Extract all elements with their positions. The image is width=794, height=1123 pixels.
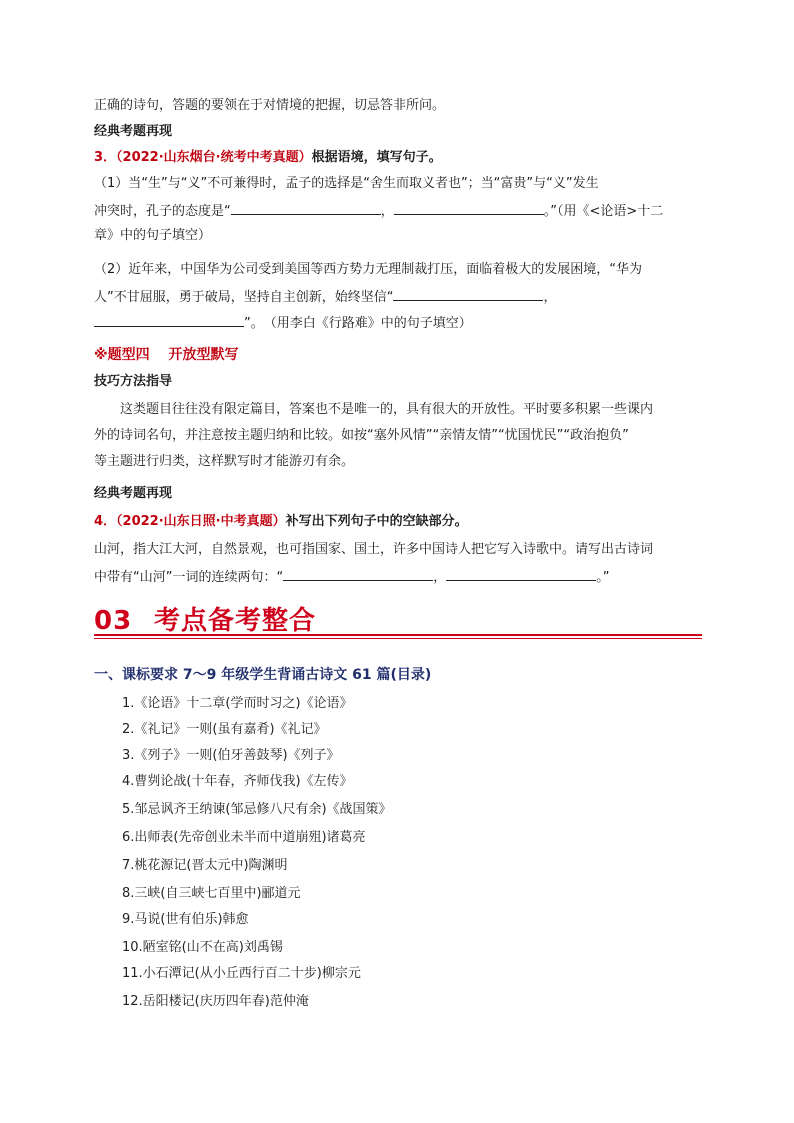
answer-blank[interactable] — [94, 312, 244, 327]
toc-item: 4.曹刿论战(十年春，齐师伐我)《左传》 — [122, 774, 353, 789]
question-prompt: 补写出下列句子中的空缺部分。 — [285, 514, 468, 529]
question-3-header — [94, 148, 442, 168]
toc-item: 2.《礼记》一则(虽有嘉肴)《礼记》 — [122, 722, 327, 737]
toc-item: 10.陋室铭(山不在高)刘禹锡 — [122, 940, 283, 955]
heading-classic-questions-2: 经典考题再现 — [94, 486, 173, 501]
question-number: 4． — [94, 514, 117, 529]
toc-item: 5.邹忌讽齐王纳谏(邹忌修八尺有余)《战国策》 — [122, 802, 392, 817]
toc-item: 12.岳阳楼记(庆历四年春)范仲淹 — [122, 994, 309, 1009]
heading-method-guidance: 技巧方法指导 — [94, 374, 173, 389]
question-3-part-2-line-3: ”。 （用李白《行路难》中的句子填空） — [94, 312, 472, 334]
section-title-text: 考点备考整合 — [154, 606, 317, 636]
section-title — [94, 600, 702, 636]
question-3-part-2-line-1: （2）近年来，中国华为公司受到美国等西方势力无理制裁打压，面临着极大的发展困境，“华为 — [94, 262, 643, 277]
question-source: （2022·山东日照·中考真题） — [116, 514, 286, 529]
method-paragraph-line-2: 外的诗词名句，并注意按主题归纳和比较。如按“塞外风情”“亲情友情”“忧国忧民”“政治抱负” — [94, 428, 629, 443]
toc-item: 11.小石潭记(从小丘西行百二十步)柳宗元 — [122, 966, 361, 981]
question-type-4-heading: ※题型四 开放型默写 — [94, 347, 239, 363]
method-paragraph-line-3: 等主题进行归类，这样默写时才能游刃有余。 — [94, 454, 355, 469]
question-4-line-1: 山河，指大江大河，自然景观，也可指国家、国土，许多中国诗人把它写入诗歌中。请写出古诗词 — [94, 542, 654, 557]
answer-blank[interactable] — [394, 200, 544, 215]
question-prompt: 根据语境，填写句子。 — [311, 150, 442, 165]
toc-item: 9.马说(世有伯乐)韩愈 — [122, 912, 249, 927]
method-paragraph-line-1: 这类题目往往没有限定篇目，答案也不是唯一的，具有很大的开放性。平时要多积累一些课内 — [120, 402, 654, 417]
answer-blank[interactable] — [231, 200, 381, 215]
question-number: 3． — [94, 150, 117, 165]
question-source: （2022·山东烟台·统考中考真题） — [116, 150, 312, 165]
answer-blank[interactable] — [446, 566, 596, 581]
toc-item: 8.三峡(自三峡七百里中)郦道元 — [122, 886, 301, 901]
question-3-part-1-line-1: （1）当“生”与“义”不可兼得时，孟子的选择是“舍生而取义者也”；当“富贵”与“义”发生 — [94, 176, 599, 191]
answer-blank[interactable] — [283, 566, 433, 581]
toc-item: 3.《列子》一则(伯牙善鼓琴)《列子》 — [122, 748, 340, 763]
subsection-heading: 一、课标要求 7～9 年级学生背诵古诗文 61 篇(目录) — [94, 667, 432, 683]
paragraph-intro: 正确的诗句，答题的要领在于对情境的把握，切忌答非所问。 — [94, 98, 446, 113]
toc-item: 6.出师表(先帝创业未半而中道崩殂)诸葛亮 — [122, 830, 366, 845]
question-3-part-2-line-2: 人”不甘屈服，勇于破局，坚持自主创新，始终坚信“ ， — [94, 286, 557, 308]
question-3-part-1-line-3: 章》中的句子填空） — [94, 228, 212, 243]
section-number: 03 — [94, 606, 133, 636]
toc-item: 1.《论语》十二章(学而时习之)《论语》 — [122, 696, 353, 711]
question-3-part-1-line-2: 冲突时，孔子的态度是“ ， 。”（用《<论语>十二 — [94, 200, 663, 222]
heading-classic-questions-1: 经典考题再现 — [94, 124, 173, 139]
toc-item: 7.桃花源记(晋太元中)陶渊明 — [122, 858, 288, 873]
question-4-line-2: 中带有“山河”一词的连续两句：“ ， 。” — [94, 566, 609, 588]
answer-blank[interactable] — [393, 286, 543, 301]
question-4-header — [94, 512, 468, 532]
section-divider — [94, 638, 702, 639]
